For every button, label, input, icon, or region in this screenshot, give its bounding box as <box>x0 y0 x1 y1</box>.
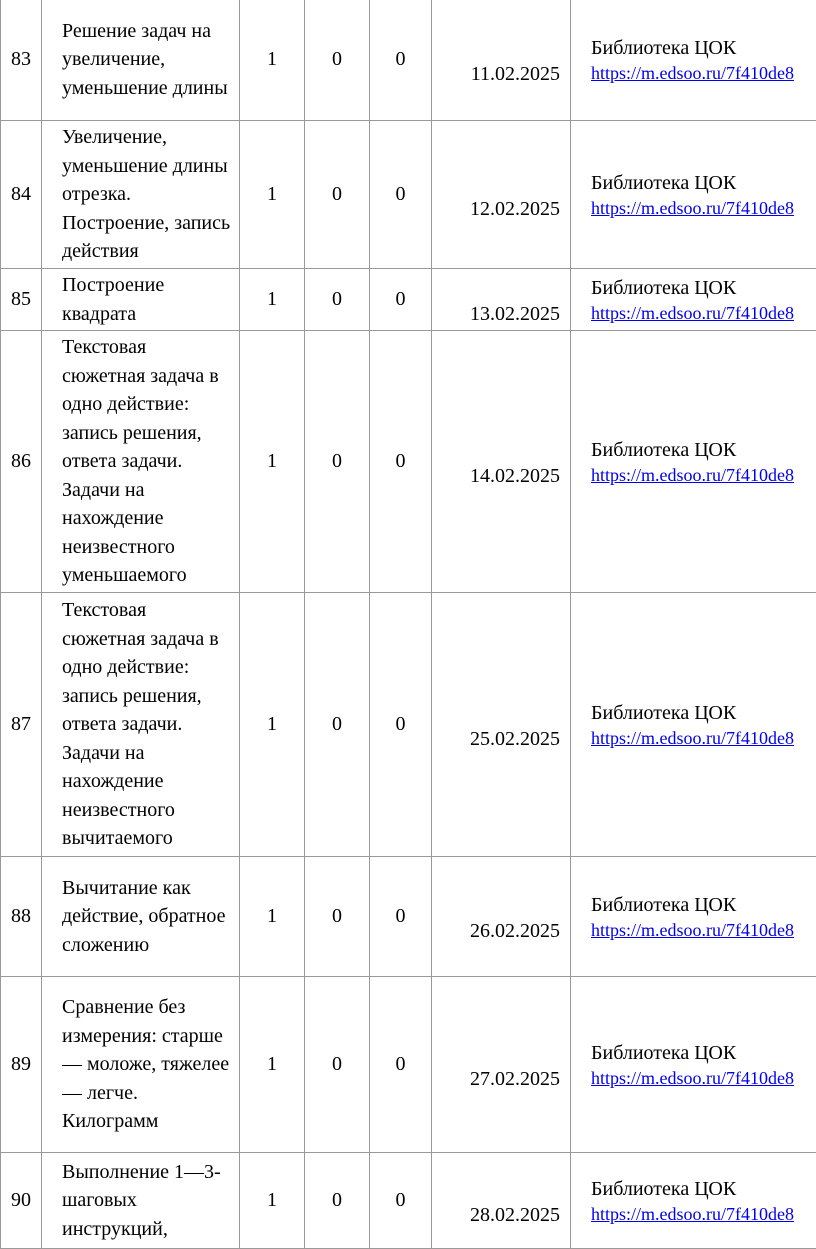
resource-cell <box>571 269 816 331</box>
lesson-topic: Сравнение без измерения: старше — моложе, тяжелее — легче. Килограмм <box>42 977 240 1153</box>
resource-cell <box>571 977 816 1153</box>
hours-practice: 0 <box>370 331 432 593</box>
table-row <box>1 1153 816 1249</box>
resource-label: Библиотека ЦОК <box>591 275 816 302</box>
resource-cell <box>571 593 816 857</box>
lesson-date: 11.02.2025 <box>432 0 571 121</box>
resource-cell <box>571 331 816 593</box>
lesson-topic: Текстовая сюжетная задача в одно действие: запись решения, ответа задачи. Задачи на нахождение неизвестного вычитаемого <box>42 593 240 857</box>
hours-practice: 0 <box>370 857 432 977</box>
hours-total: 1 <box>240 1153 305 1249</box>
resource-link[interactable]: https://m.edsoo.ru/7f410de8 <box>591 1203 816 1225</box>
resource-label: Библиотека ЦОК <box>591 437 816 464</box>
resource-cell <box>571 857 816 977</box>
hours-total: 1 <box>240 593 305 857</box>
hours-practice: 0 <box>370 0 432 121</box>
table-row <box>1 331 816 593</box>
lesson-date: 13.02.2025 <box>432 269 571 331</box>
table-row <box>1 977 816 1153</box>
resource-link[interactable]: https://m.edsoo.ru/7f410de8 <box>591 727 816 749</box>
hours-total: 1 <box>240 121 305 269</box>
resource-label: Библиотека ЦОК <box>591 170 816 197</box>
table-row <box>1 0 816 121</box>
resource-cell <box>571 0 816 121</box>
hours-total: 1 <box>240 269 305 331</box>
table-row <box>1 593 816 857</box>
resource-link[interactable]: https://m.edsoo.ru/7f410de8 <box>591 62 816 84</box>
resource-label: Библиотека ЦОК <box>591 892 816 919</box>
hours-control: 0 <box>305 0 370 121</box>
lesson-date: 14.02.2025 <box>432 331 571 593</box>
lesson-number: 89 <box>1 977 42 1153</box>
hours-total: 1 <box>240 0 305 121</box>
lesson-topic: Выполнение 1—3-шаговых инструкций, <box>42 1153 240 1249</box>
resource-link[interactable]: https://m.edsoo.ru/7f410de8 <box>591 464 816 486</box>
lesson-number: 83 <box>1 0 42 121</box>
hours-total: 1 <box>240 331 305 593</box>
lesson-number: 84 <box>1 121 42 269</box>
lesson-date: 12.02.2025 <box>432 121 571 269</box>
hours-control: 0 <box>305 1153 370 1249</box>
table-row <box>1 857 816 977</box>
resource-label: Библиотека ЦОК <box>591 700 816 727</box>
lesson-topic: Вычитание как действие, обратное сложению <box>42 857 240 977</box>
resource-cell <box>571 1153 816 1249</box>
resource-cell <box>571 121 816 269</box>
resource-link[interactable]: https://m.edsoo.ru/7f410de8 <box>591 302 816 324</box>
lesson-topic: Увеличение, уменьшение длины отрезка. Построение, запись действия <box>42 121 240 269</box>
hours-control: 0 <box>305 593 370 857</box>
hours-practice: 0 <box>370 1153 432 1249</box>
lesson-number: 87 <box>1 593 42 857</box>
resource-label: Библиотека ЦОК <box>591 1176 816 1203</box>
lesson-topic: Построение квадрата <box>42 269 240 331</box>
hours-control: 0 <box>305 121 370 269</box>
hours-control: 0 <box>305 977 370 1153</box>
hours-control: 0 <box>305 331 370 593</box>
hours-total: 1 <box>240 857 305 977</box>
lesson-number: 86 <box>1 331 42 593</box>
lesson-number: 90 <box>1 1153 42 1249</box>
lesson-number: 85 <box>1 269 42 331</box>
lesson-number: 88 <box>1 857 42 977</box>
hours-total: 1 <box>240 977 305 1153</box>
hours-control: 0 <box>305 269 370 331</box>
hours-control: 0 <box>305 857 370 977</box>
table-row <box>1 121 816 269</box>
lesson-date: 26.02.2025 <box>432 857 571 977</box>
resource-link[interactable]: https://m.edsoo.ru/7f410de8 <box>591 1067 816 1089</box>
hours-practice: 0 <box>370 977 432 1153</box>
resource-link[interactable]: https://m.edsoo.ru/7f410de8 <box>591 919 816 941</box>
hours-practice: 0 <box>370 593 432 857</box>
hours-practice: 0 <box>370 121 432 269</box>
lesson-date: 25.02.2025 <box>432 593 571 857</box>
lesson-date: 27.02.2025 <box>432 977 571 1153</box>
resource-label: Библиотека ЦОК <box>591 35 816 62</box>
resource-link[interactable]: https://m.edsoo.ru/7f410de8 <box>591 197 816 219</box>
lesson-topic: Решение задач на увеличение, уменьшение длины <box>42 0 240 121</box>
table-row <box>1 269 816 331</box>
lesson-date: 28.02.2025 <box>432 1153 571 1249</box>
resource-label: Библиотека ЦОК <box>591 1040 816 1067</box>
hours-practice: 0 <box>370 269 432 331</box>
lesson-topic: Текстовая сюжетная задача в одно действие: запись решения, ответа задачи. Задачи на нахождение неизвестного уменьшаемого <box>42 331 240 593</box>
